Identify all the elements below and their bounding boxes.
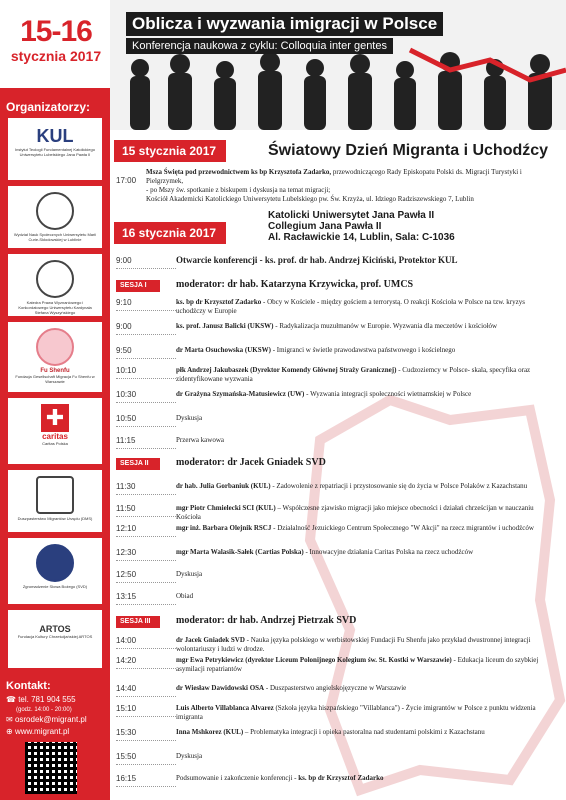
divider (116, 786, 176, 787)
organizer-logo-svd (8, 538, 102, 604)
caritas-logo: caritas (42, 432, 68, 441)
talk-title: Obiad (176, 592, 194, 600)
talk-title: – Współczesne zjawisko migracji jako miejsce obecności i działań chrześcijan w nauczaniu Kościoła (176, 504, 534, 521)
session-badge: SESJA I (116, 280, 160, 292)
talk-title: (Szkoła języka hiszpańskiego "Villablanca") - Życie imigrantów w Polsce z punktu widzenia imigranta (176, 704, 536, 721)
divider (116, 378, 176, 379)
divider (116, 560, 176, 561)
talk (176, 390, 556, 399)
time: 14:20 (116, 656, 137, 665)
talk-title: - Obcy w Kościele - między gościem a terrorystą. O reakcji Kościoła w Polsce na tzw. kryzys uchodźczy w Europie (176, 298, 525, 315)
talk (176, 482, 556, 491)
divider (116, 648, 176, 649)
talk (176, 704, 556, 722)
divider (116, 402, 176, 403)
time: 12:30 (116, 548, 137, 557)
organizer-caption: Fundacja Gesellschaft Migracja Fu Shenfu w Warszawie (15, 374, 95, 384)
speaker: płk Andrzej Jakubaszek (Dyrektor Komendy Głównej Straży Granicznej) (176, 366, 397, 374)
organizer-logo-kul (8, 118, 102, 180)
phone: ☎ tel. 781 904 555 (6, 695, 76, 704)
divider (116, 310, 176, 311)
talk (176, 322, 556, 331)
organizer-caption: Caritas Polska (42, 441, 68, 446)
divider (116, 740, 176, 741)
talk-title: - Radykalizacja muzułmanów w Europie. Wyzwania dla meczetów i kościołów (275, 322, 498, 330)
divider (116, 426, 176, 427)
map-icon (36, 476, 74, 514)
moderator: moderator: dr Jacek Gniadek SVD (176, 457, 326, 468)
organizer-logo-artos (8, 610, 102, 668)
day1-desc: Msza Święta pod przewodnictwem ks bp Krzysztofa Zadarko, przewodniczącego Rady Episkopatu Polski ds. Migracji Turystyki i Pielgrzymek, - po Mszy św. spotkanie z biskupem i dyskusja na temat migracji; Kościół Akademicki Katolickiego Uniwersytetu Lubelskiego pw. Św. Krzyża, ul. Idziego Radziszewskiego 7, Lublin (146, 168, 522, 203)
talk-title: - Cudzoziemcy w Polsce- skala, specyfika oraz zidentyfikowane wyzwania (176, 366, 531, 383)
talk-title: - Działalność Jezuickiego Centrum Społecznego "W Akcji" na rzecz migrantów i uchodźców (273, 524, 534, 532)
artos-logo: ARTOS (39, 624, 71, 634)
moderator: moderator: dr hab. Katarzyna Krzywicka, prof. UMCS (176, 279, 414, 290)
speaker: dr hab. Julia Gorbaniuk (KUL) (176, 482, 271, 490)
speaker: ks. prof. Janusz Balicki (UKSW) (176, 322, 274, 330)
time: 9:00 (116, 256, 132, 265)
talk-title: - Innowacyjne działania Caritas Polska na rzecz uchodźców (305, 548, 474, 556)
talk (176, 592, 556, 601)
divider (116, 494, 176, 495)
talk (176, 366, 556, 384)
time: 10:30 (116, 390, 137, 399)
talk (176, 414, 556, 423)
time: 14:40 (116, 684, 137, 693)
organizers-label: Organizatorzy: (6, 100, 91, 114)
divider (116, 268, 176, 269)
speaker: dr Marta Osuchowska (UKSW) (176, 346, 271, 354)
time: 9:50 (116, 346, 132, 355)
time: 10:10 (116, 366, 137, 375)
hours: (godz. 14:00 - 20:00) (16, 707, 72, 713)
divider (116, 334, 176, 335)
talk-title: - Wyzwania integracji społeczności wietnamskiej w Polsce (306, 390, 472, 398)
talk (176, 548, 556, 557)
talk (176, 752, 556, 761)
speaker: dr Grażyna Szymańska-Matusiewicz (UW) (176, 390, 305, 398)
talk-title: Dyskusja (176, 414, 203, 422)
divider (116, 696, 176, 697)
speaker: mgr Ewa Petrykiewicz (dyrektor Liceum Polonijnego Kolegium św. St. Kostki w Warszawie) (176, 656, 452, 664)
talk (176, 728, 556, 737)
time: 11:50 (116, 504, 136, 513)
time: 9:00 (116, 322, 132, 331)
qr-code[interactable] (25, 742, 77, 794)
divider (116, 582, 176, 583)
moderator: moderator: dr hab. Andrzej Pietrzak SVD (176, 615, 357, 626)
seal-icon (36, 192, 74, 230)
speaker: ks. bp dr Krzysztof Zadarko (176, 298, 262, 306)
speaker: mgr Marta Walasik-Sałek (Cartias Polska) (176, 548, 304, 556)
heart-icon (36, 328, 74, 366)
time: 9:10 (116, 298, 132, 307)
speaker: Inna Mshkorez (KUL) (176, 728, 244, 736)
time: 15:10 (116, 704, 137, 713)
time: 12:50 (116, 570, 137, 579)
organizer-caption: Duszpasterstwo Migrantów Urzędu (DMS) (17, 516, 93, 521)
divider (116, 536, 176, 537)
time: 11:15 (116, 436, 136, 445)
organizer-logo-uksw (8, 254, 102, 316)
time: 16:15 (116, 774, 137, 783)
talk-title: Podsumowanie i zakończenie konferencji - (176, 774, 297, 782)
web-link[interactable]: ⊕ www.migrant.pl (6, 727, 70, 736)
talk-title: Przerwa kawowa (176, 436, 225, 444)
page-title: Oblicza i wyzwania imigracji w Polsce (126, 12, 443, 36)
organizer-logo-caritas (8, 398, 102, 464)
organizer-caption: Wydział Nauk Społecznych Uniwersytetu Marii Curie-Skłodowskiej w Lublinie (13, 232, 97, 242)
divider (116, 668, 176, 669)
talk-title: - Nauka języka polskiego w werbistowskiej Fundacji Fu Shenfu jako przykład dwustronnej integracji wolontariuszy i ludzi w drodze. (176, 636, 531, 653)
talk (176, 298, 556, 316)
talk (176, 504, 556, 522)
talk-title: - Duszpasterstwo angielskojęzyczne w Warszawie (265, 684, 407, 692)
talk (176, 436, 556, 445)
talk (176, 656, 556, 674)
talk-title: - Imigranci w świetle prawodawstwa państwowego i kościelnego (272, 346, 456, 354)
talk (176, 636, 556, 654)
talk-title: Dyskusja (176, 752, 203, 760)
fushenfu-logo: Fu Shenfu (40, 368, 70, 374)
organizer-caption: Fundacja Kultury Chrześcijańskiej ARTOS (17, 634, 93, 639)
organizer-caption: Katedra Prawa Wyznaniowego i Konkordatowego Uniwersytetu Kardynała Stefana Wyszyńskiego (18, 300, 92, 315)
talk-title: - Edukacja liceum do szybkiej asymilacji repatriantów (176, 656, 539, 673)
talk-title: – Problematyka integracji i opieka pastoralna nad studentami polskimi z Kazachstanu (244, 728, 485, 736)
dates-big: 15-16 (20, 15, 92, 48)
page-subtitle: Konferencja naukowa z cyklu: Colloquia inter gentes (126, 38, 393, 54)
event-dates (4, 16, 108, 64)
divider (116, 516, 176, 517)
divider (116, 604, 176, 605)
organizer-logo-umcs (8, 186, 102, 248)
talk-title: - Zadowolenie z repatriacji i przystosowanie się do życia w Polsce Polaków z Kazachstanu (272, 482, 528, 490)
contact (6, 680, 106, 738)
time: 12:10 (116, 524, 137, 533)
speaker: ks. bp dr Krzysztof Zadarko (298, 774, 384, 782)
organizer-caption: Instytut Teologii Fundamentalnej Katolickiego Uniwersytetu Lubelskiego Jana Pawła II (15, 147, 95, 157)
divider (116, 764, 176, 765)
time: 15:50 (116, 752, 137, 761)
divider (116, 358, 176, 359)
mail-icon: ✉ (6, 715, 13, 724)
speaker: Luis Alberto Villablanca Alvarez (176, 704, 274, 712)
talk (176, 774, 556, 783)
time: 15:30 (116, 728, 137, 737)
speaker: mgr Piotr Chmielecki SCI (KUL) (176, 504, 276, 512)
session-badge: SESJA III (116, 616, 160, 628)
speaker: mgr inż. Barbara Olejnik RSCJ (176, 524, 272, 532)
phone-icon: ☎ (6, 695, 16, 704)
talk (176, 524, 556, 533)
speaker: dr Wiesław Dawidowski OSA (176, 684, 265, 692)
time: 14:00 (116, 636, 137, 645)
email-link[interactable]: ✉ osrodek@migrant.pl (6, 715, 87, 724)
contact-label: Kontakt: (6, 680, 51, 692)
talk (176, 684, 556, 693)
organizer-logo-fushenfu (8, 322, 102, 392)
globe-icon: ⊕ (6, 727, 13, 736)
cross-icon: ✚ (41, 404, 69, 432)
divider (116, 448, 176, 449)
seal-icon (36, 260, 74, 298)
talk-title: Dyskusja (176, 570, 203, 578)
talk (176, 346, 556, 355)
day1-title: Światowy Dzień Migranta i Uchodźcy (268, 142, 549, 159)
time: 13:15 (116, 592, 137, 601)
talk (176, 570, 556, 579)
divider (116, 716, 176, 717)
speaker: dr Jacek Gniadek SVD (176, 636, 245, 644)
time: 10:50 (116, 414, 137, 423)
time: 17:00 (116, 176, 137, 185)
venue: Katolicki Uniwersytet Jana Pawła II Collegium Jana Pawła II Al. Racławickie 14, Lublin, Sala: C-1036 (268, 210, 455, 243)
kul-logo: KUL (36, 126, 74, 146)
organizer-caption: Zgromadzenie Słowa Bożego (SVD) (22, 584, 88, 589)
day1-tab: 15 stycznia 2017 (114, 140, 226, 162)
dates-small: stycznia 2017 (10, 48, 102, 64)
organizer-logo-dms (8, 470, 102, 532)
talk: Otwarcie konferencji - ks. prof. dr hab. Andrzej Kiciński, Protektor KUL (176, 255, 458, 265)
day2-tab: 16 stycznia 2017 (114, 222, 226, 244)
header-banner (110, 0, 566, 130)
globe-cross-icon (36, 544, 74, 582)
time: 11:30 (116, 482, 136, 491)
session-badge: SESJA II (116, 458, 160, 470)
